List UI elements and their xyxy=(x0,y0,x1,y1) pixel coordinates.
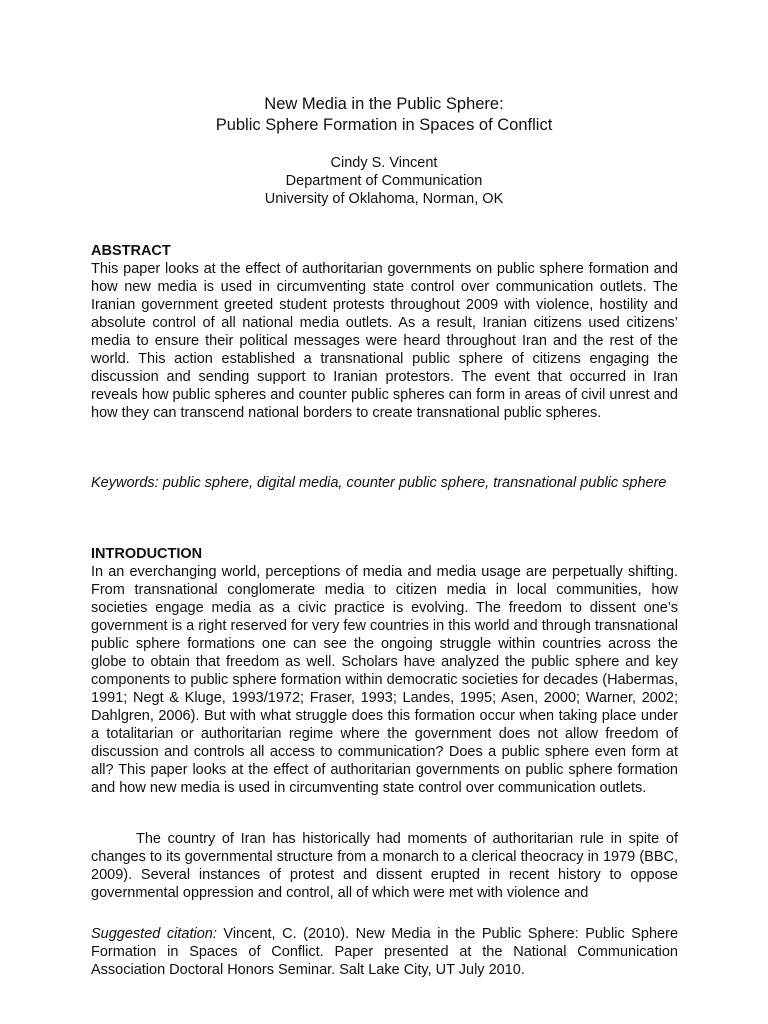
citation-body: Vincent, C. (2010). New Media in the Public Sphere: Public Sphere Formation in Spaces of Conflict. Paper presented at the National Communication Association Doctoral Honors Seminar. Salt Lake City, UT July 2010. xyxy=(91,926,679,978)
author-name: Cindy S. Vincent xyxy=(330,155,438,171)
keywords-text: Keywords: public sphere, digital media, counter public sphere, transnational public sphere xyxy=(91,475,667,491)
title-line-1: New Media in the Public Sphere: xyxy=(264,95,504,113)
abstract-text: This paper looks at the effect of authoritarian governments on public sphere formation and how new media is used in circumventing state control over communication outlets. The Iranian government greeted student protests throughout 2009 with violence, hostility and absolute control of all national media outlets. As a result, Iranian citizens used citizens’ media to ensure their political messages were heard throughout Iran and the rest of the world. This action established a transnational public sphere of citizens engaging the discussion and sending support to Iranian protestors. The event that occurred in Iran reveals how public spheres and counter public spheres can form in areas of civil unrest and how they can transcend national borders to create transnational public spheres. xyxy=(91,261,678,421)
abstract-section xyxy=(91,242,678,422)
author-department: Department of Communication xyxy=(285,173,483,189)
introduction-paragraph-2-block xyxy=(91,830,678,902)
author-block xyxy=(0,154,768,208)
introduction-section xyxy=(91,545,678,797)
introduction-heading: INTRODUCTION xyxy=(91,546,203,562)
abstract-heading: ABSTRACT xyxy=(91,243,171,259)
introduction-paragraph-1: In an everchanging world, perceptions of media and media usage are perpetually shifting. From transnational conglomerate media to citizen media in local communities, how societies engage media as a civic practice is evolving. The freedom to dissent one’s government is a right reserved for very few countries in this world and through transnational public sphere formations one can see the ongoing struggle within countries across the globe to obtain that freedom as well. Scholars have analyzed the public sphere and key components to public sphere formation within democratic societies for decades (Habermas, 1991; Negt & Kluge, 1993/1972; Fraser, 1993; Landes, 1995; Asen, 2000; Warner, 2002; Dahlgren, 2006). But with what struggle does this formation occur when taking place under a totalitarian or authoritarian regime where the government does not allow freedom of discussion and controls all access to communication? Does a public sphere even form at all? This paper looks at the effect of authoritarian governments on public sphere formation and how new media is used in circumventing state control over communication outlets. xyxy=(91,564,678,796)
citation-section xyxy=(91,925,678,979)
author-institution: University of Oklahoma, Norman, OK xyxy=(264,191,504,207)
keywords-section xyxy=(91,474,678,492)
citation-label: Suggested citation: xyxy=(91,926,217,942)
citation-text xyxy=(91,925,678,979)
introduction-paragraph-2: The country of Iran has historically had moments of authoritarian rule in spite of changes to its governmental structure from a monarch to a clerical theocracy in 1979 (BBC, 2009). Several instances of protest and dissent erupted in recent history to oppose governmental oppression and control, all of which were met with violence and xyxy=(91,831,678,901)
paper-title xyxy=(0,94,768,136)
title-line-2: Public Sphere Formation in Spaces of Conflict xyxy=(215,116,553,134)
